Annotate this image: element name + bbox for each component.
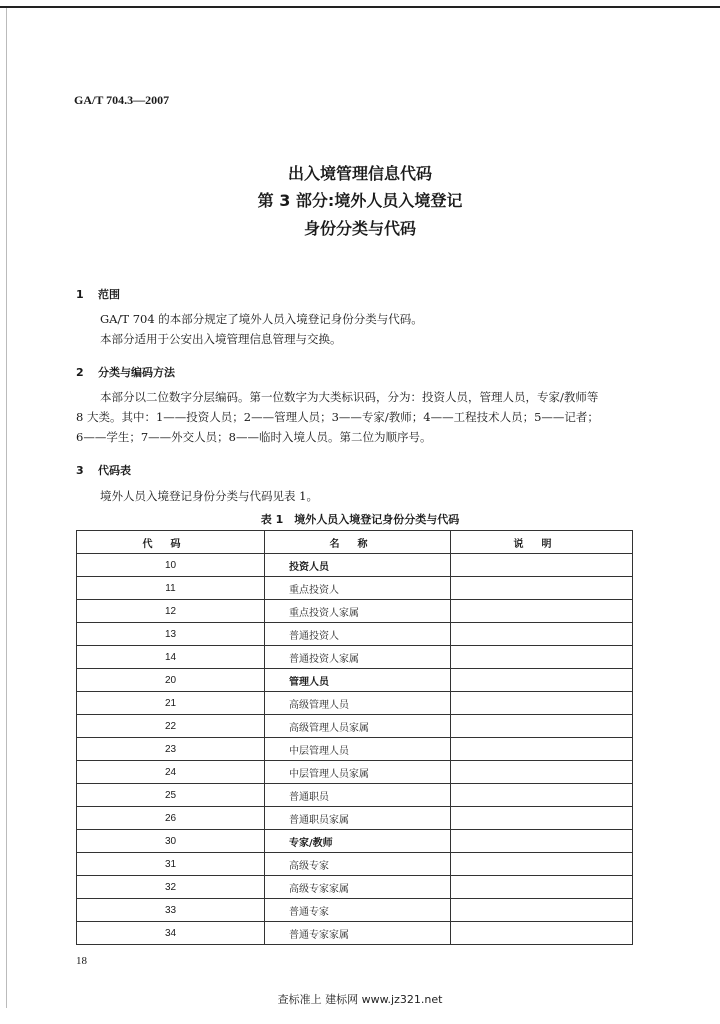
cell-description xyxy=(451,646,633,669)
cell-name: 普通投资人 xyxy=(265,623,451,646)
cell-description xyxy=(451,784,633,807)
table-row xyxy=(77,830,633,853)
table-row xyxy=(77,807,633,830)
cell-code: 25 xyxy=(77,784,265,807)
table-row xyxy=(77,554,633,577)
top-border-rule xyxy=(0,6,720,8)
table-row xyxy=(77,646,633,669)
table-row xyxy=(77,669,633,692)
left-border-rule xyxy=(6,8,7,1008)
header-description: 说明 xyxy=(451,531,633,554)
cell-description xyxy=(451,669,633,692)
cell-name: 投资人员 xyxy=(265,554,451,577)
document-title-line2: 第 3 部分:境外人员入境登记 xyxy=(257,191,463,210)
header-name: 名称 xyxy=(265,531,451,554)
cell-code: 22 xyxy=(77,715,265,738)
cell-name: 普通专家 xyxy=(265,899,451,922)
section-2-paragraph-line-2: 8 大类。其中：1——投资人员；2——管理人员；3——专家/教师；4——工程技术人员；5——记者； xyxy=(76,410,599,424)
cell-name: 专家/教师 xyxy=(265,830,451,853)
section-title: 范围 xyxy=(98,288,120,301)
cell-code: 20 xyxy=(77,669,265,692)
cell-description xyxy=(451,623,633,646)
section-3-heading xyxy=(76,462,131,478)
watermark-text: 查标准上 建标网 www.jz321.net xyxy=(277,993,443,1006)
section-2-heading xyxy=(76,364,175,380)
cell-name: 普通职员 xyxy=(265,784,451,807)
section-1-paragraph-2: 本部分适用于公安出入境管理信息管理与交换。 xyxy=(100,332,342,346)
table-row xyxy=(77,876,633,899)
cell-name: 高级管理人员家属 xyxy=(265,715,451,738)
table-row xyxy=(77,600,633,623)
cell-code: 13 xyxy=(77,623,265,646)
section-title: 代码表 xyxy=(98,464,131,477)
cell-name: 高级管理人员 xyxy=(265,692,451,715)
section-number: 3 xyxy=(76,464,84,477)
cell-name: 管理人员 xyxy=(265,669,451,692)
cell-code: 12 xyxy=(77,600,265,623)
table-header-row xyxy=(77,531,633,554)
table-row xyxy=(77,922,633,945)
cell-name: 中层管理人员 xyxy=(265,738,451,761)
section-2-paragraph-line-1: 本部分以二位数字分层编码。第一位数字为大类标识码，分为：投资人员，管理人员，专家/教师等 xyxy=(100,390,599,404)
cell-description xyxy=(451,853,633,876)
cell-description xyxy=(451,577,633,600)
cell-description xyxy=(451,876,633,899)
cell-description xyxy=(451,600,633,623)
cell-description xyxy=(451,922,633,945)
cell-code: 26 xyxy=(77,807,265,830)
cell-description xyxy=(451,738,633,761)
table-row xyxy=(77,623,633,646)
cell-code: 11 xyxy=(77,577,265,600)
cell-code: 24 xyxy=(77,761,265,784)
cell-name: 中层管理人员家属 xyxy=(265,761,451,784)
table-caption: 表 1 境外人员入境登记身份分类与代码 xyxy=(260,513,460,526)
cell-code: 14 xyxy=(77,646,265,669)
table-row xyxy=(77,692,633,715)
cell-code: 10 xyxy=(77,554,265,577)
cell-name: 普通投资人家属 xyxy=(265,646,451,669)
table-row xyxy=(77,784,633,807)
page-number: 18 xyxy=(76,955,87,967)
cell-code: 33 xyxy=(77,899,265,922)
section-number: 1 xyxy=(76,288,84,301)
cell-name: 重点投资人 xyxy=(265,577,451,600)
table-row xyxy=(77,738,633,761)
section-1-heading xyxy=(76,286,120,302)
table-row xyxy=(77,715,633,738)
cell-name: 普通职员家属 xyxy=(265,807,451,830)
cell-code: 30 xyxy=(77,830,265,853)
cell-description xyxy=(451,692,633,715)
cell-description xyxy=(451,761,633,784)
table-body xyxy=(77,554,633,945)
cell-description xyxy=(451,830,633,853)
header-code: 代码 xyxy=(77,531,265,554)
cell-description xyxy=(451,554,633,577)
cell-name: 高级专家 xyxy=(265,853,451,876)
section-2-paragraph-line-3: 6——学生；7——外交人员；8——临时入境人员。第二位为顺序号。 xyxy=(76,430,432,444)
table-row xyxy=(77,577,633,600)
standard-code: GA/T 704.3—2007 xyxy=(74,93,170,107)
cell-description xyxy=(451,807,633,830)
document-title-line3: 身份分类与代码 xyxy=(303,219,416,238)
table-row xyxy=(77,853,633,876)
section-title: 分类与编码方法 xyxy=(98,366,175,379)
cell-code: 21 xyxy=(77,692,265,715)
cell-name: 高级专家家属 xyxy=(265,876,451,899)
table-row xyxy=(77,899,633,922)
cell-code: 32 xyxy=(77,876,265,899)
cell-description xyxy=(451,715,633,738)
section-number: 2 xyxy=(76,366,84,379)
cell-code: 34 xyxy=(77,922,265,945)
cell-code: 31 xyxy=(77,853,265,876)
cell-code: 23 xyxy=(77,738,265,761)
cell-description xyxy=(451,899,633,922)
section-3-paragraph-1: 境外人员入境登记身份分类与代码见表 1。 xyxy=(100,489,318,503)
code-table xyxy=(76,530,633,945)
section-1-paragraph-1: GA/T 704 的本部分规定了境外人员入境登记身份分类与代码。 xyxy=(100,312,423,326)
document-title-line1: 出入境管理信息代码 xyxy=(287,164,432,183)
cell-name: 重点投资人家属 xyxy=(265,600,451,623)
cell-name: 普通专家家属 xyxy=(265,922,451,945)
table-row xyxy=(77,761,633,784)
